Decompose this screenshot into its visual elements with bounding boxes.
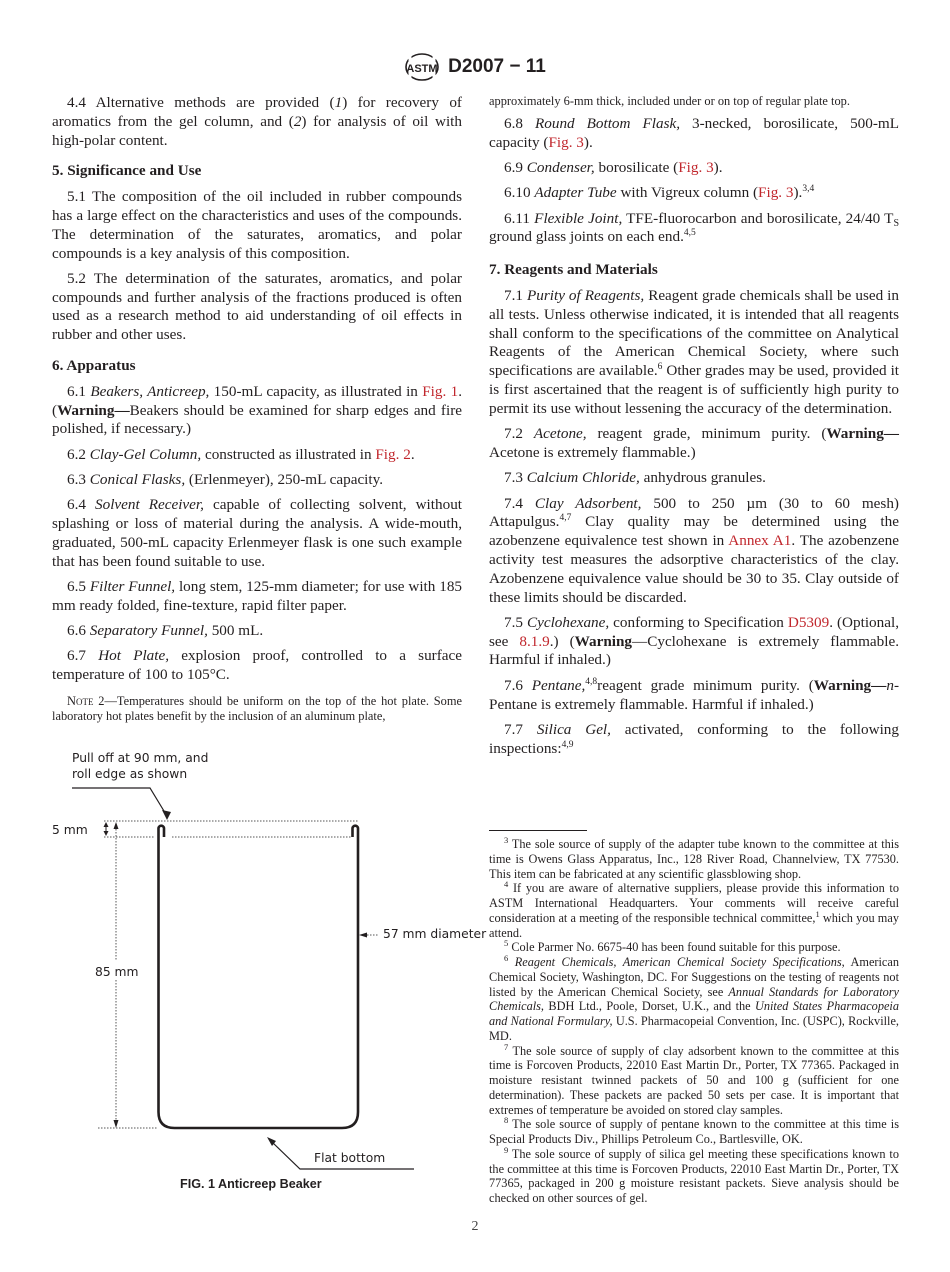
section-8-1-9-link[interactable]: 8.1.9 [519,632,550,650]
footnote-4: $^4$ If you are aware of alternative suppliers, please provide this information to ASTM International Headquarters. Your comments will receive careful consideration at a meeting of the responsible technical committee,$^1$ which you may attend. [489,879,899,940]
label-flat-bottom: Flat bottom [314,1151,386,1165]
paragraph-6-7: 6.7 Hot Plate, explosion proof, controlled to a surface temperature of 100 to 105°C. [52,647,462,684]
paragraph-6-5: 6.5 Filter Funnel, long stem, 125-mm diameter; for use with 185 mm ready folded, fine-texture, rapid filter paper. [52,578,463,614]
fig-1-link[interactable]: Fig. 1 [422,382,459,400]
footnote-ref[interactable]: 6 [657,362,663,373]
label-57mm-diameter: 57 mm diameter [383,927,487,941]
paragraph-6-11: 6.11 Flexible Joint, TFE-fluorocarbon and borosilicate, 24/40 $T_S$ ground glass joints on each end.$^{4,5}$ [489,209,899,246]
footnote-3: $^3$ The sole source of supply of the adapter tube known to the committee at this time is Owens Glass Apparatus, Inc., 128 River Road, Channelview, TX 77530. This item can be fabricated at any scientific glassblowing shop. [489,835,899,881]
footnote-9: $^9$ The sole source of supply of silica gel meeting these specifications known to the committee at this time is Forcoven Products, 22010 East Martin Dr., Porter, TX 77365, packaged in 200 g moisture resistant packets. Sieve analysis should be checked on other sources of gel. [489,1144,899,1205]
fig-2-link[interactable]: Fig. 2 [375,445,411,463]
paragraph-6-10: 6.10 Adapter Tube with Vigreux column (Fig. 3).$^{3,4}$ [504,184,815,202]
footnote-7: $^7$ The sole source of supply of clay adsorbent known to the committee at this time is Forcoven Products, 22010 East Martin Dr., Porter, TX 77365. Packaged in moisture resistant twinned packets of 50 and 100 g (sufficient for one determination). These packets are packed 50 sets per case. It is important that extremes of temperature be avoided on stored clay samples. [489,1041,899,1117]
footnote-ref[interactable]: 4,8 [585,676,598,687]
note-2-continued: approximately 6-mm thick, included under or on top of regular plate top. [489,94,850,108]
svg-text:ASTM: ASTM [406,63,438,75]
footnote-ref[interactable]: 4,7 [559,513,572,524]
footnote-ref[interactable]: 4,5 [683,228,696,239]
figure-1-caption: FIG. 1 Anticreep Beaker [180,1177,322,1191]
document-id: D2007 − 11 [448,56,546,77]
footnotes [489,830,899,1206]
paragraph-6-9: 6.9 Condenser, borosilicate (Fig. 3). [504,159,723,177]
footnote-ref[interactable]: 4,9 [561,739,574,750]
note-2: Note 2—Temperatures should be uniform on the top of the hot plate. Some laboratory hot plates benefit by the inclusion of an aluminum plate, [52,694,462,724]
section-6-heading: 6. Apparatus [52,357,136,375]
fig-3-link[interactable]: Fig. 3 [678,159,714,177]
paragraph-7-3: 7.3 Calcium Chloride, anhydrous granules. [504,469,766,487]
footnote-6: $^6$ Reagent Chemicals, American Chemical Society Specifications, American Chemical Society, Washington, DC. For Suggestions on the testing of reagents not listed by the American Chemical Society, see Annual Standards for Laboratory Chemicals, BDH Ltd., Poole, Dorset, U.K., and the United States Pharmacopeia and National Formulary, U.S. Pharmacopeial Convention, Inc. (USPC), Rockville, MD. [489,953,900,1043]
footnote-8: $^8$ The sole source of supply of pentane known to the committee at this time is Special Products Div., Phillips Petroleum Co., Bartlesville, OK. [489,1115,899,1146]
label-pull-off-line-1: Pull off at 90 mm, and [72,751,209,765]
left-column [52,94,462,724]
fig-3-link[interactable]: Fig. 3 [548,133,584,151]
paragraph-5-1: 5.1 The composition of the oil included in rubber compounds has a large effect on the characteristics and uses of the compounds. The determination of the saturates, aromatics, and polar compounds is a key analysis of this composition. [52,188,462,262]
figure-1-anticreep-beaker [40,740,487,1200]
astm-logo-icon [404,52,440,82]
paragraph-7-6: 7.6 Pentane,$^{4,8}$reagent grade minimum purity. (Warning—n-Pentane is extremely flammable. Harmful if inhaled.) [489,676,899,713]
paragraph-6-2: 6.2 Clay-Gel Column, constructed as illustrated in Fig. 2. [67,445,415,463]
paragraph-4-4: 4.4 Alternative methods are provided (1) for recovery of aromatics from the gel column, and (2) for analysis of oil with high-polar content. [52,94,462,149]
label-pull-off-line-2: roll edge as shown [72,767,188,781]
footnote-5: $^5$ Cole Parmer No. 6675-40 has been found suitable for this purpose. [504,938,841,955]
paragraph-6-6: 6.6 Separatory Funnel, 500 mL. [67,622,264,640]
paragraph-7-4: 7.4 Clay Adsorbent, 500 to 250 µm (30 to 60 mesh) Attapulgus.$^{4,7}$ Clay quality may be determined using the azobenzene equivalence test shown in Annex A1. The azobenzene activity test measures the adsorptive characteristics of the clay. Azobenzene equivalence value should be 30 to 35. Clay outside of these limits should be discarded. [489,494,899,606]
page-number: 2 [471,1219,479,1234]
paragraph-6-8: 6.8 Round Bottom Flask, 3-necked, borosilicate, 500-mL capacity (Fig. 3). [489,115,900,151]
paragraph-6-1: 6.1 Beakers, Anticreep, 150-mL capacity, as illustrated in Fig. 1. (Warning—Beakers should be examined for sharp edges and fire polished, if necessary.) [52,382,463,438]
section-7-heading: 7. Reagents and Materials [489,261,658,279]
paragraph-6-4: 6.4 Solvent Receiver, capable of collecting solvent, without splashing or loss of material during the analysis. A wide-mouth, graduated, 500-mL capacity Erlenmeyer flask is one such example that has been found suitable to use. [52,496,463,570]
section-5-heading: 5. Significance and Use [52,162,202,180]
label-5mm: 5 mm [52,823,88,837]
footnote-ref[interactable]: 3,4 [802,184,815,195]
paragraph-7-7: 7.7 Silica Gel, activated, conforming to the following inspections:$^{4,9}$ [489,720,899,757]
footnote-divider [489,830,587,831]
fig-3-link[interactable]: Fig. 3 [758,184,794,202]
paragraph-6-3: 6.3 Conical Flasks, (Erlenmeyer), 250-mL capacity. [67,471,384,489]
right-column [489,94,899,765]
paragraph-7-5: 7.5 Cyclohexane, conforming to Specification D5309. (Optional, see 8.1.9.) (Warning—Cyclohexane is extremely flammable. Harmful if inhaled.) [489,613,899,669]
paragraph-7-1: 7.1 Purity of Reagents, Reagent grade chemicals shall be used in all tests. Unless otherwise indicated, it is intended that all reagents shall conform to the specifications of the committee on Analytical Reagents of the American Chemical Society, where such specifications are available.$^6$ Other grades may be used, provided it is first ascertained that the reagent is of sufficiently high purity to permit its use without lessening the accuracy of the determination. [489,287,900,417]
label-85mm: 85 mm [95,965,139,979]
d5309-link[interactable]: D5309 [787,613,830,631]
page-header [0,52,950,82]
annex-a1-link[interactable]: Annex A1 [728,532,792,550]
paragraph-7-2: 7.2 Acetone, reagent grade, minimum purity. (Warning—Acetone is extremely flammable.) [489,425,899,461]
paragraph-5-2: 5.2 The determination of the saturates, aromatics, and polar compounds and further analysis of the fractions produced is often used as a research method to aid understanding of oil effects in rubber and other uses. [52,269,462,344]
